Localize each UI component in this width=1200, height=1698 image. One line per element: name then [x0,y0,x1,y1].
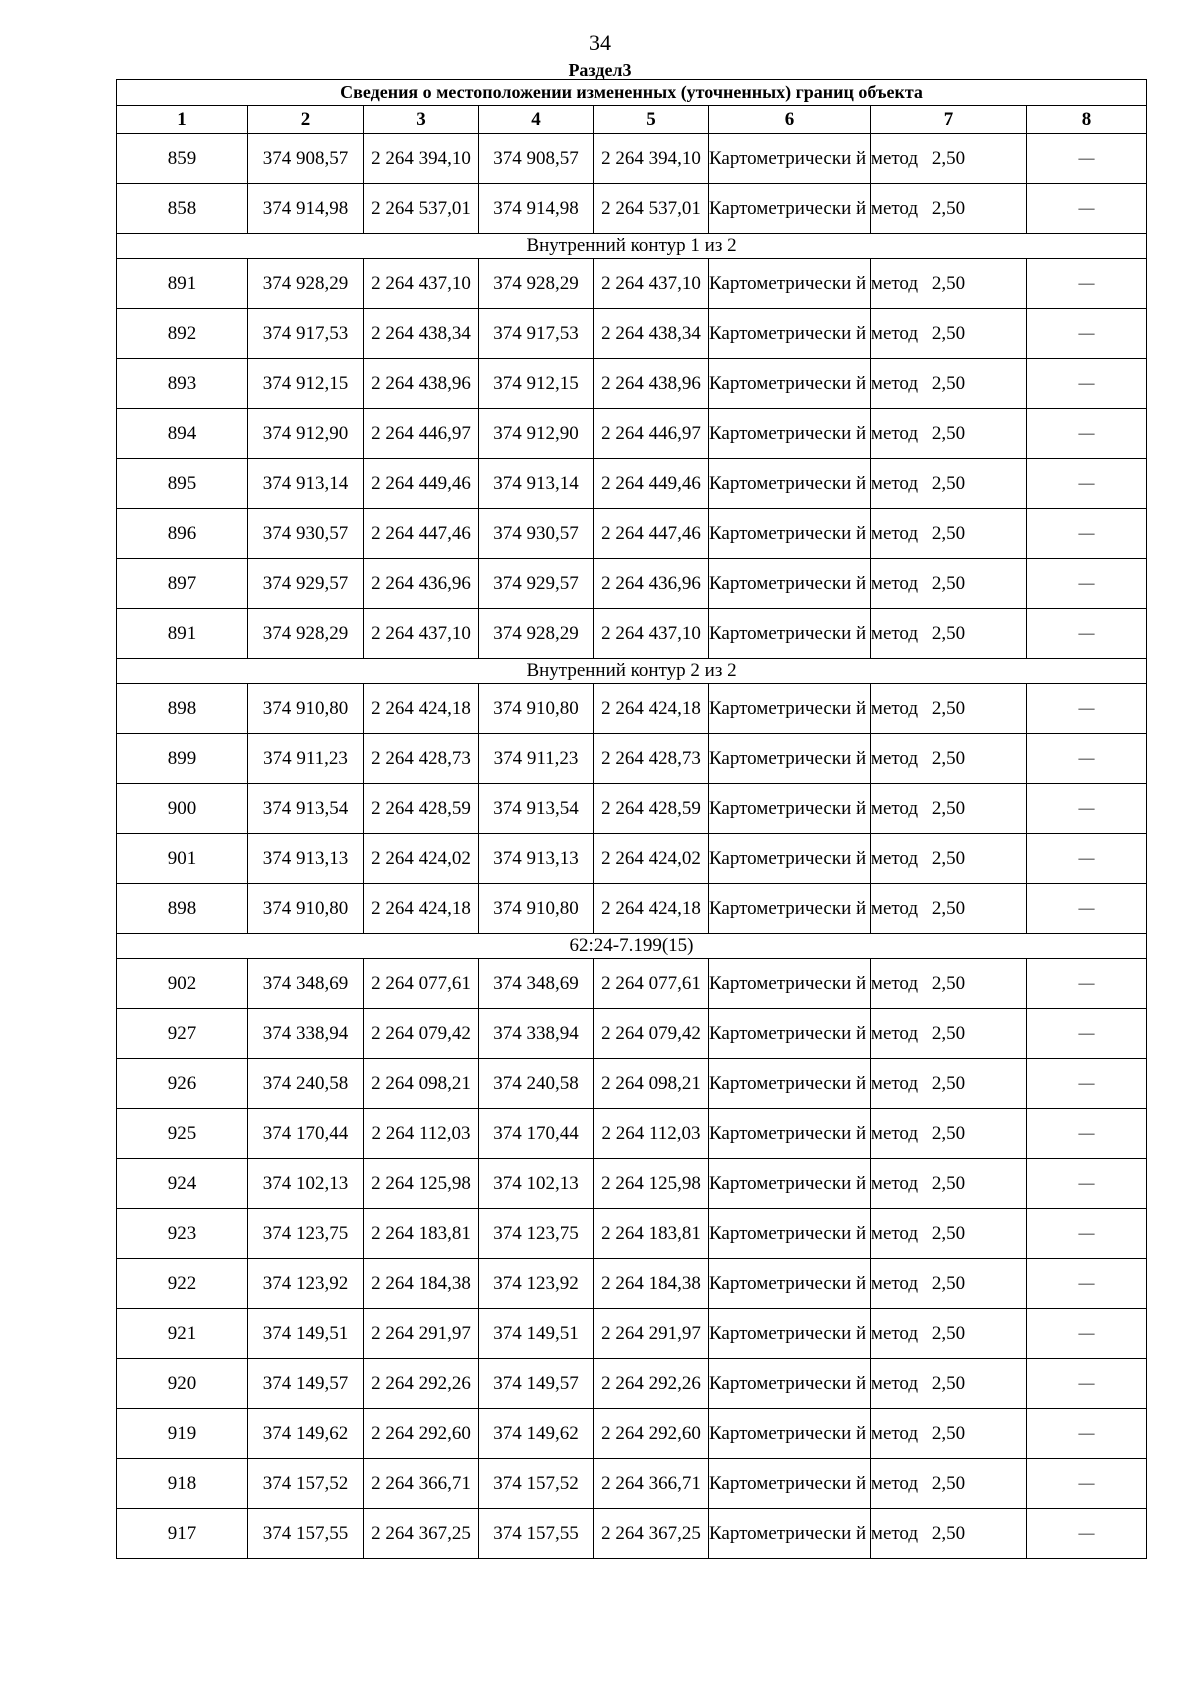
note-cell: — [1027,259,1147,309]
boundary-coordinates-table [116,79,1147,1559]
accuracy-cell: 2,50 [871,409,1027,459]
y-new-cell: 2 264 437,10 [594,609,709,659]
x-old-cell: 374 149,57 [248,1359,364,1409]
method-cell: Картометрически й метод [709,309,871,359]
accuracy-cell: 2,50 [871,1209,1027,1259]
note-cell: — [1027,1359,1147,1409]
method-cell: Картометрически й метод [709,959,871,1009]
method-cell: Картометрически й метод [709,259,871,309]
x-new-cell: 374 912,15 [479,359,594,409]
y-new-cell: 2 264 291,97 [594,1309,709,1359]
table-row [117,1509,1147,1559]
x-new-cell: 374 908,57 [479,134,594,184]
table-row [117,409,1147,459]
point-number-cell: 893 [117,359,248,409]
note-cell: — [1027,309,1147,359]
y-old-cell: 2 264 447,46 [364,509,479,559]
table-row [117,1059,1147,1109]
x-old-cell: 374 928,29 [248,259,364,309]
note-cell: — [1027,1509,1147,1559]
x-new-cell: 374 928,29 [479,609,594,659]
point-number-cell: 891 [117,259,248,309]
x-new-cell: 374 913,13 [479,834,594,884]
note-cell: — [1027,459,1147,509]
x-old-cell: 374 910,80 [248,684,364,734]
method-cell: Картометрически й метод [709,784,871,834]
x-old-cell: 374 149,62 [248,1409,364,1459]
note-cell: — [1027,134,1147,184]
method-cell: Картометрически й метод [709,1209,871,1259]
y-old-cell: 2 264 394,10 [364,134,479,184]
y-new-cell: 2 264 446,97 [594,409,709,459]
y-new-cell: 2 264 292,26 [594,1359,709,1409]
x-new-cell: 374 930,57 [479,509,594,559]
y-old-cell: 2 264 367,25 [364,1509,479,1559]
x-old-cell: 374 240,58 [248,1059,364,1109]
y-new-cell: 2 264 424,18 [594,684,709,734]
x-new-cell: 374 123,75 [479,1209,594,1259]
table-row [117,1209,1147,1259]
table-row [117,1259,1147,1309]
note-cell: — [1027,509,1147,559]
table-row [117,309,1147,359]
y-old-cell: 2 264 125,98 [364,1159,479,1209]
point-number-cell: 926 [117,1059,248,1109]
y-old-cell: 2 264 424,02 [364,834,479,884]
method-cell: Картометрически й метод [709,409,871,459]
y-new-cell: 2 264 098,21 [594,1059,709,1109]
y-old-cell: 2 264 537,01 [364,184,479,234]
point-number-cell: 921 [117,1309,248,1359]
y-old-cell: 2 264 079,42 [364,1009,479,1059]
x-new-cell: 374 149,62 [479,1409,594,1459]
y-new-cell: 2 264 428,59 [594,784,709,834]
table-row [117,684,1147,734]
method-cell: Картометрически й метод [709,684,871,734]
y-old-cell: 2 264 424,18 [364,884,479,934]
table-row [117,609,1147,659]
contour-label-row [117,659,1147,684]
table-row [117,1309,1147,1359]
note-cell: — [1027,784,1147,834]
table-row [117,359,1147,409]
y-new-cell: 2 264 079,42 [594,1009,709,1059]
note-cell: — [1027,1309,1147,1359]
method-cell: Картометрически й метод [709,1259,871,1309]
x-new-cell: 374 911,23 [479,734,594,784]
y-old-cell: 2 264 437,10 [364,259,479,309]
table-row [117,509,1147,559]
accuracy-cell: 2,50 [871,509,1027,559]
note-cell: — [1027,884,1147,934]
y-new-cell: 2 264 077,61 [594,959,709,1009]
method-cell: Картометрически й метод [709,1109,871,1159]
point-number-cell: 920 [117,1359,248,1409]
note-cell: — [1027,359,1147,409]
table-header-row [117,106,1147,134]
method-cell: Картометрически й метод [709,1409,871,1459]
y-new-cell: 2 264 449,46 [594,459,709,509]
note-cell: — [1027,1059,1147,1109]
note-cell: — [1027,1109,1147,1159]
x-old-cell: 374 157,52 [248,1459,364,1509]
point-number-cell: 919 [117,1409,248,1459]
point-number-cell: 892 [117,309,248,359]
y-old-cell: 2 264 292,60 [364,1409,479,1459]
x-old-cell: 374 913,14 [248,459,364,509]
accuracy-cell: 2,50 [871,1309,1027,1359]
contour-label-row [117,934,1147,959]
accuracy-cell: 2,50 [871,1359,1027,1409]
y-new-cell: 2 264 366,71 [594,1459,709,1509]
note-cell: — [1027,1409,1147,1459]
accuracy-cell: 2,50 [871,309,1027,359]
y-old-cell: 2 264 112,03 [364,1109,479,1159]
note-cell: — [1027,409,1147,459]
note-cell: — [1027,959,1147,1009]
x-new-cell: 374 913,54 [479,784,594,834]
accuracy-cell: 2,50 [871,1409,1027,1459]
note-cell: — [1027,1159,1147,1209]
y-old-cell: 2 264 366,71 [364,1459,479,1509]
accuracy-cell: 2,50 [871,959,1027,1009]
point-number-cell: 899 [117,734,248,784]
point-number-cell: 895 [117,459,248,509]
point-number-cell: 924 [117,1159,248,1209]
x-new-cell: 374 157,52 [479,1459,594,1509]
method-cell: Картометрически й метод [709,1359,871,1409]
column-header: 4 [479,106,594,134]
y-new-cell: 2 264 367,25 [594,1509,709,1559]
x-new-cell: 374 917,53 [479,309,594,359]
column-header: 8 [1027,106,1147,134]
x-new-cell: 374 348,69 [479,959,594,1009]
y-new-cell: 2 264 424,18 [594,884,709,934]
x-new-cell: 374 102,13 [479,1159,594,1209]
x-old-cell: 374 170,44 [248,1109,364,1159]
column-header: 6 [709,106,871,134]
x-new-cell: 374 912,90 [479,409,594,459]
table-row [117,459,1147,509]
accuracy-cell: 2,50 [871,559,1027,609]
method-cell: Картометрически й метод [709,884,871,934]
point-number-cell: 898 [117,684,248,734]
accuracy-cell: 2,50 [871,734,1027,784]
x-old-cell: 374 102,13 [248,1159,364,1209]
y-old-cell: 2 264 437,10 [364,609,479,659]
method-cell: Картометрически й метод [709,184,871,234]
x-old-cell: 374 929,57 [248,559,364,609]
method-cell: Картометрически й метод [709,1309,871,1359]
x-old-cell: 374 910,80 [248,884,364,934]
accuracy-cell: 2,50 [871,684,1027,734]
x-new-cell: 374 157,55 [479,1509,594,1559]
table-row [117,1109,1147,1159]
x-new-cell: 374 914,98 [479,184,594,234]
x-old-cell: 374 913,54 [248,784,364,834]
x-old-cell: 374 911,23 [248,734,364,784]
note-cell: — [1027,559,1147,609]
accuracy-cell: 2,50 [871,259,1027,309]
accuracy-cell: 2,50 [871,834,1027,884]
method-cell: Картометрически й метод [709,834,871,884]
point-number-cell: 894 [117,409,248,459]
note-cell: — [1027,834,1147,884]
table-body [117,134,1147,1559]
table-row [117,959,1147,1009]
note-cell: — [1027,184,1147,234]
accuracy-cell: 2,50 [871,1259,1027,1309]
y-new-cell: 2 264 537,01 [594,184,709,234]
contour-label: Внутренний контур 1 из 2 [117,234,1147,259]
accuracy-cell: 2,50 [871,1109,1027,1159]
x-new-cell: 374 338,94 [479,1009,594,1059]
method-cell: Картометрически й метод [709,1059,871,1109]
point-number-cell: 923 [117,1209,248,1259]
y-old-cell: 2 264 183,81 [364,1209,479,1259]
table-row [117,884,1147,934]
x-old-cell: 374 930,57 [248,509,364,559]
x-new-cell: 374 913,14 [479,459,594,509]
method-cell: Картометрически й метод [709,134,871,184]
x-old-cell: 374 157,55 [248,1509,364,1559]
table-row [117,834,1147,884]
y-new-cell: 2 264 292,60 [594,1409,709,1459]
y-old-cell: 2 264 098,21 [364,1059,479,1109]
point-number-cell: 900 [117,784,248,834]
contour-label-row [117,234,1147,259]
table-caption: Сведения о местоположении измененных (уточненных) границ объекта [117,80,1147,106]
accuracy-cell: 2,50 [871,184,1027,234]
accuracy-cell: 2,50 [871,459,1027,509]
y-old-cell: 2 264 436,96 [364,559,479,609]
accuracy-cell: 2,50 [871,884,1027,934]
x-old-cell: 374 912,90 [248,409,364,459]
table-row [117,1459,1147,1509]
y-new-cell: 2 264 184,38 [594,1259,709,1309]
table-row [117,259,1147,309]
column-header: 3 [364,106,479,134]
x-old-cell: 374 348,69 [248,959,364,1009]
table-row [117,1359,1147,1409]
method-cell: Картометрически й метод [709,509,871,559]
x-old-cell: 374 914,98 [248,184,364,234]
y-old-cell: 2 264 428,73 [364,734,479,784]
table-row [117,734,1147,784]
x-new-cell: 374 170,44 [479,1109,594,1159]
x-new-cell: 374 910,80 [479,684,594,734]
point-number-cell: 897 [117,559,248,609]
accuracy-cell: 2,50 [871,1059,1027,1109]
accuracy-cell: 2,50 [871,784,1027,834]
x-new-cell: 374 123,92 [479,1259,594,1309]
table-row [117,1009,1147,1059]
accuracy-cell: 2,50 [871,1159,1027,1209]
y-new-cell: 2 264 436,96 [594,559,709,609]
contour-label: Внутренний контур 2 из 2 [117,659,1147,684]
accuracy-cell: 2,50 [871,609,1027,659]
x-old-cell: 374 123,92 [248,1259,364,1309]
column-header: 7 [871,106,1027,134]
x-old-cell: 374 917,53 [248,309,364,359]
point-number-cell: 896 [117,509,248,559]
y-new-cell: 2 264 125,98 [594,1159,709,1209]
y-old-cell: 2 264 184,38 [364,1259,479,1309]
y-old-cell: 2 264 446,97 [364,409,479,459]
method-cell: Картометрически й метод [709,609,871,659]
y-new-cell: 2 264 438,34 [594,309,709,359]
note-cell: — [1027,684,1147,734]
point-number-cell: 902 [117,959,248,1009]
method-cell: Картометрически й метод [709,1009,871,1059]
x-old-cell: 374 913,13 [248,834,364,884]
x-old-cell: 374 338,94 [248,1009,364,1059]
y-old-cell: 2 264 291,97 [364,1309,479,1359]
y-new-cell: 2 264 183,81 [594,1209,709,1259]
method-cell: Картометрически й метод [709,359,871,409]
table-caption-row [117,80,1147,106]
y-new-cell: 2 264 424,02 [594,834,709,884]
x-old-cell: 374 912,15 [248,359,364,409]
accuracy-cell: 2,50 [871,1509,1027,1559]
x-new-cell: 374 910,80 [479,884,594,934]
y-new-cell: 2 264 447,46 [594,509,709,559]
point-number-cell: 927 [117,1009,248,1059]
y-new-cell: 2 264 112,03 [594,1109,709,1159]
table-row [117,1409,1147,1459]
accuracy-cell: 2,50 [871,1009,1027,1059]
table-row [117,184,1147,234]
x-old-cell: 374 928,29 [248,609,364,659]
y-new-cell: 2 264 437,10 [594,259,709,309]
x-new-cell: 374 240,58 [479,1059,594,1109]
method-cell: Картометрически й метод [709,1459,871,1509]
page-number: 34 [589,30,611,55]
method-cell: Картометрически й метод [709,1159,871,1209]
column-header: 2 [248,106,364,134]
table-row [117,784,1147,834]
method-cell: Картометрически й метод [709,734,871,784]
column-header: 1 [117,106,248,134]
y-new-cell: 2 264 428,73 [594,734,709,784]
y-new-cell: 2 264 438,96 [594,359,709,409]
accuracy-cell: 2,50 [871,359,1027,409]
point-number-cell: 917 [117,1509,248,1559]
y-new-cell: 2 264 394,10 [594,134,709,184]
point-number-cell: 898 [117,884,248,934]
accuracy-cell: 2,50 [871,134,1027,184]
note-cell: — [1027,734,1147,784]
column-header: 5 [594,106,709,134]
y-old-cell: 2 264 449,46 [364,459,479,509]
note-cell: — [1027,1009,1147,1059]
x-old-cell: 374 908,57 [248,134,364,184]
y-old-cell: 2 264 292,26 [364,1359,479,1409]
point-number-cell: 901 [117,834,248,884]
y-old-cell: 2 264 438,96 [364,359,479,409]
method-cell: Картометрически й метод [709,459,871,509]
x-new-cell: 374 928,29 [479,259,594,309]
point-number-cell: 918 [117,1459,248,1509]
point-number-cell: 891 [117,609,248,659]
x-old-cell: 374 123,75 [248,1209,364,1259]
y-old-cell: 2 264 077,61 [364,959,479,1009]
point-number-cell: 922 [117,1259,248,1309]
table-row [117,134,1147,184]
point-number-cell: 858 [117,184,248,234]
x-new-cell: 374 149,51 [479,1309,594,1359]
section-title: Раздел3 [568,60,632,80]
y-old-cell: 2 264 424,18 [364,684,479,734]
accuracy-cell: 2,50 [871,1459,1027,1509]
method-cell: Картометрически й метод [709,1509,871,1559]
x-new-cell: 374 929,57 [479,559,594,609]
table-row [117,559,1147,609]
note-cell: — [1027,1259,1147,1309]
note-cell: — [1027,1209,1147,1259]
table-row [117,1159,1147,1209]
y-old-cell: 2 264 438,34 [364,309,479,359]
point-number-cell: 859 [117,134,248,184]
method-cell: Картометрически й метод [709,559,871,609]
y-old-cell: 2 264 428,59 [364,784,479,834]
note-cell: — [1027,1459,1147,1509]
point-number-cell: 925 [117,1109,248,1159]
contour-label: 62:24-7.199(15) [117,934,1147,959]
note-cell: — [1027,609,1147,659]
x-new-cell: 374 149,57 [479,1359,594,1409]
x-old-cell: 374 149,51 [248,1309,364,1359]
